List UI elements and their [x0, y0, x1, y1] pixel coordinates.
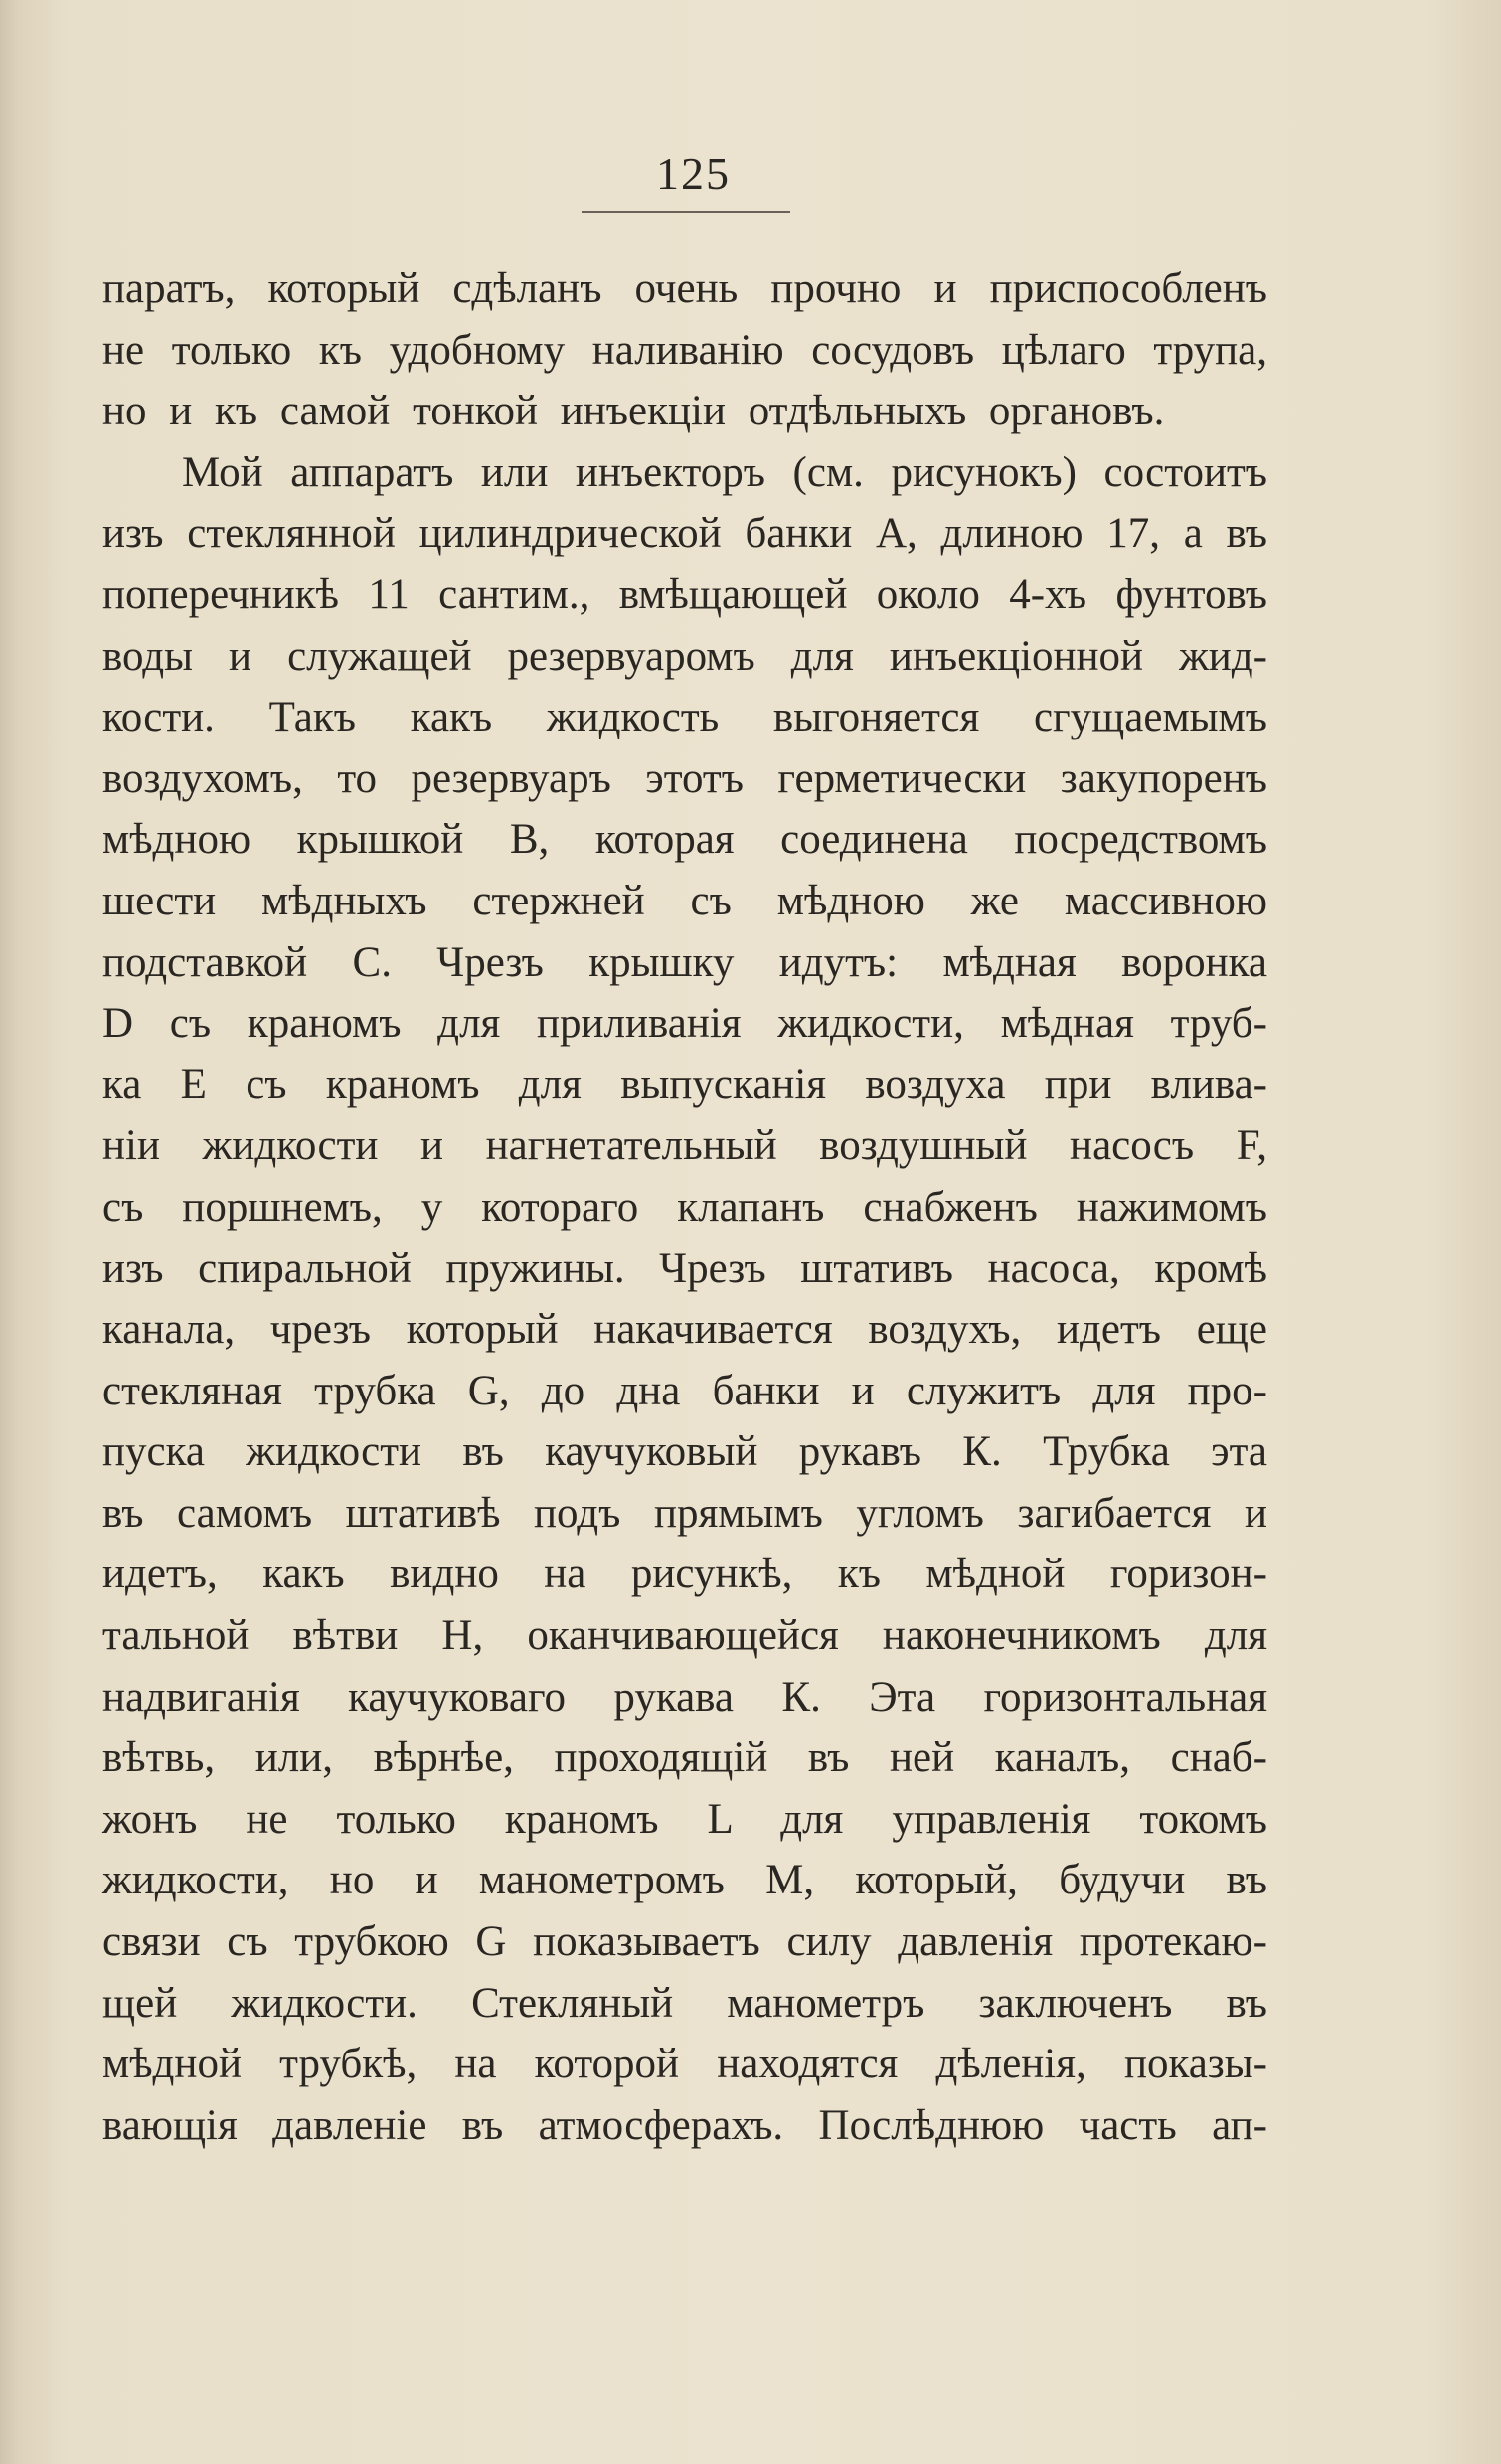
text-line: изъ стеклянной цилиндрической банки А, длиною 17, а въ [102, 510, 1267, 558]
text-line: воздухомъ, то резервуаръ этотъ герметически закупоренъ [102, 754, 1267, 802]
text-line: жонъ не только краномъ L для управленія токомъ [102, 1795, 1267, 1843]
text-line: идетъ, какъ видно на рисункѣ, къ мѣдной горизон- [102, 1551, 1267, 1598]
text-line: паратъ, который сдѣланъ очень прочно и приспособленъ [102, 265, 1267, 312]
text-line: вѣтвь, или, вѣрнѣе, проходящій въ ней каналъ, снаб- [102, 1734, 1267, 1782]
text-line: не только къ удобному наливанію сосудовъ цѣлаго трупа, [102, 326, 1267, 374]
text-line: пуска жидкости въ каучуковый рукавъ К. Трубка эта [102, 1428, 1267, 1476]
text-line: жидкости, но и манометромъ М, который, будучи въ [102, 1857, 1267, 1904]
text-line: ка Е съ краномъ для выпусканія воздуха при влива- [102, 1061, 1267, 1108]
text-line: D съ краномъ для приливанія жидкости, мѣдная труб- [102, 1000, 1267, 1048]
text-line: кости. Такъ какъ жидкость выгоняется сгущаемымъ [102, 694, 1267, 741]
text-line: ніи жидкости и нагнетательный воздушный насосъ F, [102, 1122, 1267, 1170]
text-line: Мой аппаратъ или инъекторъ (см. рисунокъ) состоитъ [182, 448, 1267, 496]
text-line: тальной вѣтви Н, оканчивающейся наконечникомъ для [102, 1612, 1267, 1660]
text-line: канала, чрезъ который накачивается воздухъ, идетъ еще [102, 1306, 1267, 1354]
text-line: въ самомъ штативѣ подъ прямымъ угломъ загибается и [102, 1489, 1267, 1537]
text-line: вающія давленіе въ атмосферахъ. Послѣднюю часть ап- [102, 2101, 1267, 2149]
text-line: воды и служащей резервуаромъ для инъекціонной жид- [102, 632, 1267, 680]
body-text [102, 258, 1267, 2156]
text-line: мѣдной трубкѣ, на которой находятся дѣленія, показы- [102, 2041, 1267, 2088]
text-line: надвиганія каучуковаго рукава К. Эта горизонтальная [102, 1673, 1267, 1721]
text-line: стекляная трубка G, до дна банки и служитъ для про- [102, 1367, 1267, 1414]
text-line: изъ спиральной пружины. Чрезъ штативъ насоса, кромѣ [102, 1244, 1267, 1292]
text-line: съ поршнемъ, у котораго клапанъ снабженъ нажимомъ [102, 1183, 1267, 1231]
text-line: мѣдною крышкой В, которая соединена посредствомъ [102, 816, 1267, 864]
text-line: щей жидкости. Стекляный манометръ заключенъ въ [102, 1979, 1267, 2027]
text-line: подставкой С. Чрезъ крышку идутъ: мѣдная воронка [102, 938, 1267, 986]
text-line: шести мѣдныхъ стержней съ мѣдною же массивною [102, 877, 1267, 924]
text-line: связи съ трубкою G показываетъ силу давленія протекаю- [102, 1918, 1267, 1966]
page-number-rule [582, 211, 790, 213]
page-number: 125 [656, 148, 731, 199]
text-line: но и къ самой тонкой инъекціи отдѣльныхъ органовъ. [102, 388, 1165, 435]
text-line: поперечникѣ 11 сантим., вмѣщающей около 4-хъ фунтовъ [102, 571, 1267, 618]
